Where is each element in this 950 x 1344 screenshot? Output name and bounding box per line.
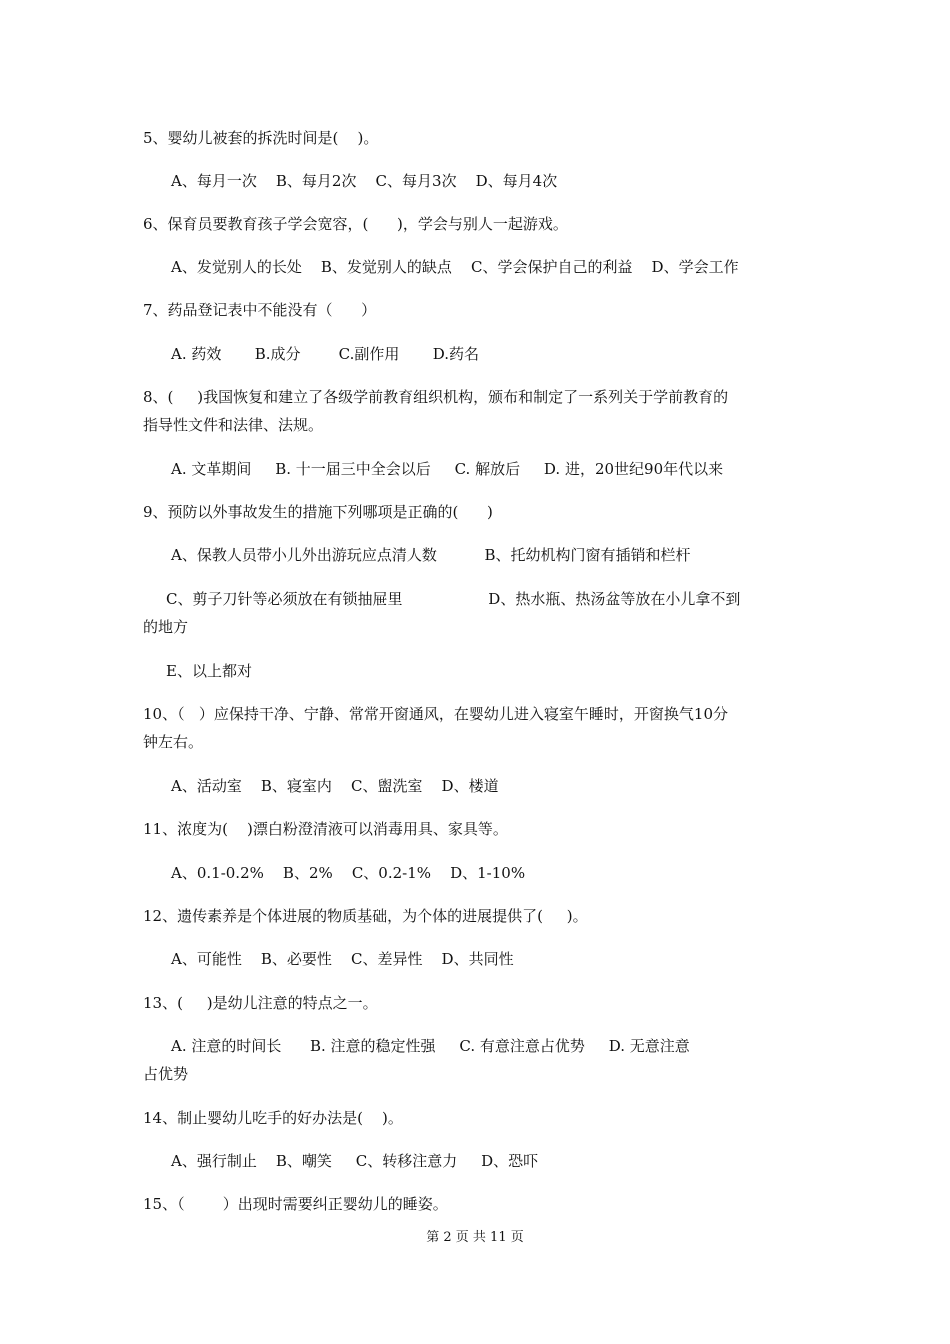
question-5-options: A、每月一次 B、每月2次 C、每月3次 D、每月4次 (171, 172, 558, 190)
question-13-options-continuation: 占优势 (143, 1065, 189, 1083)
question-8-continuation: 指导性文件和法律、法规。 (143, 416, 324, 434)
question-7-options: A. 药效 B.成分 C.副作用 D.药名 (171, 345, 480, 363)
question-8-options: A. 文革期间 B. 十一届三中全会以后 C. 解放后 D. 进，20世纪90年代以来 (171, 460, 724, 478)
page-footer: 第 2 页 共 11 页 (426, 1230, 524, 1245)
question-5: 5、婴幼儿被套的拆洗时间是( )。 (143, 129, 379, 147)
question-12: 12、遗传素养是个体进展的物质基础，为个体的进展提供了( )。 (143, 907, 588, 925)
question-13-options: A. 注意的时间长 B. 注意的稳定性强 C. 有意注意占优势 D. 无意注意 (171, 1037, 690, 1055)
question-10-continuation: 钟左右。 (143, 733, 204, 751)
question-8: 8、( )我国恢复和建立了各级学前教育组织机构，颁布和制定了一系列关于学前教育的 (143, 388, 729, 406)
question-10: 10、（ ）应保持干净、宁静、常常开窗通风，在婴幼儿进入寝室午睡时，开窗换气10分 (143, 705, 728, 723)
question-13: 13、( )是幼儿注意的特点之一。 (143, 994, 378, 1012)
question-11-options: A、0.1-0.2% B、2% C、0.2-1% D、1-10% (171, 864, 526, 882)
question-15: 15、（ ）出现时需要纠正婴幼儿的睡姿。 (143, 1195, 448, 1213)
question-9-options-cd: C、剪子刀针等必须放在有锁抽屉里 D、热水瓶、热汤盆等放在小儿拿不到 (166, 590, 741, 608)
question-10-options: A、活动室 B、寝室内 C、盥洗室 D、楼道 (171, 777, 499, 795)
question-9-option-e: E、以上都对 (166, 662, 252, 680)
question-6-options: A、发觉别人的长处 B、发觉别人的缺点 C、学会保护自己的利益 D、学会工作 (171, 258, 739, 276)
question-11: 11、浓度为( )漂白粉澄清液可以消毒用具、家具等。 (143, 820, 508, 838)
question-9-options-ab: A、保教人员带小儿外出游玩应点清人数 B、托幼机构门窗有插销和栏杆 (171, 546, 691, 564)
question-9-options-cd-continuation: 的地方 (143, 618, 189, 636)
question-12-options: A、可能性 B、必要性 C、差异性 D、共同性 (171, 950, 514, 968)
question-14: 14、制止婴幼儿吃手的好办法是( )。 (143, 1109, 403, 1127)
question-9: 9、预防以外事故发生的措施下列哪项是正确的( ) (143, 503, 493, 521)
question-14-options: A、强行制止 B、嘲笑 C、转移注意力 D、恐吓 (171, 1152, 539, 1170)
question-6: 6、保育员要教育孩子学会宽容，( )，学会与别人一起游戏。 (143, 215, 568, 233)
question-7: 7、药品登记表中不能没有（ ） (143, 301, 377, 319)
